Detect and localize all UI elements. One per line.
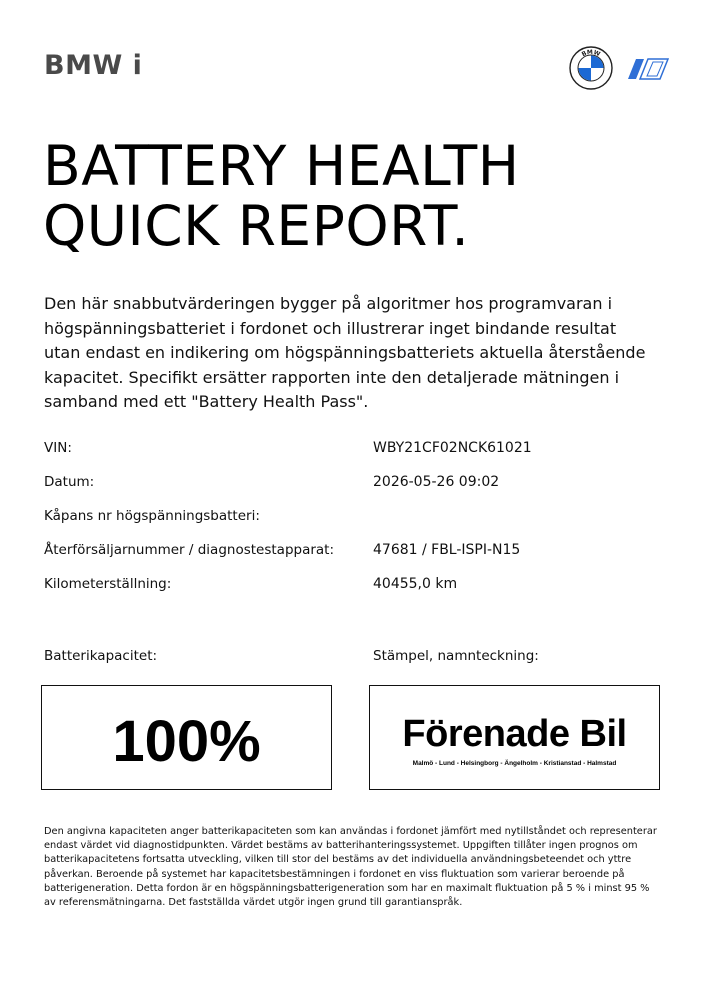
- dealer-stamp: [402, 714, 626, 767]
- capacity-value: 100%: [112, 709, 261, 774]
- field-value: 40455,0 km: [373, 576, 458, 592]
- stamp-dealer-cities: Malmö - Lund - Helsingborg - Ängelholm - Kristianstad - Halmstad: [412, 760, 617, 767]
- bmw-i-logo: [627, 57, 669, 81]
- field-value: 2026-05-26 09:02: [373, 474, 500, 490]
- bmw-roundel-logo: [569, 46, 613, 90]
- field-label: VIN:: [44, 440, 72, 456]
- field-label: Datum:: [44, 474, 95, 490]
- intro-paragraph: Den här snabbutvärderingen bygger på algoritmer hos programvaran i högspänningsbatteriet i fordonet och illustrerar inget bindande resultat utan endast en indikering om högspänningsbatteriets aktuella återstående kapacitet. Specifikt ersätter rapporten inte den detaljerade mätningen i samband med ett "Battery Health Pass".: [44, 294, 646, 411]
- report-title: [43, 136, 520, 256]
- field-value: WBY21CF02NCK61021: [373, 440, 532, 456]
- disclaimer-text: Den angivna kapaciteten anger batterikapaciteten som kan användas i fordonet jämfört med nytillståndet och representerar endast värdet vid diagnostidpunkten. Värdet bestäms av batterihanteringssystemet. Uppgiften tillåter ingen prognos om batterikapacitetens fortsatta utveckling, vilken till stor del bestäms av det individuella användningsbeteendet och yttre påverkan. Beroende på systemet har kapacitetsbestämningen i fordonet en viss fluktuation som varierar beroende på batterigeneration. Detta fordon är en högspänningsbatterigeneration som har en maximalt fluktuation på 5 % i minst 95 % av referensmätningarna. Det fastställda värdet utgör ingen grund till garantianspråk.: [44, 826, 657, 909]
- capacity-label: Batterikapacitet:: [44, 648, 158, 664]
- field-label: Kilometerställning:: [44, 576, 172, 592]
- field-value: 47681 / FBL-ISPI-N15: [373, 542, 521, 558]
- capacity-box: [41, 685, 332, 790]
- stamp-box: [369, 685, 660, 790]
- brand-wordmark: BMW i: [44, 50, 143, 81]
- field-label: Kåpans nr högspänningsbatteri:: [44, 508, 260, 524]
- field-label: Återförsäljarnummer / diagnostestapparat:: [44, 542, 335, 558]
- bmw-roundel-letters: BMW: [580, 48, 602, 59]
- stamp-dealer-name: Förenade Bil: [402, 713, 627, 755]
- report-title-line-1: BATTERY HEALTH: [43, 134, 520, 198]
- report-title-line-2: QUICK REPORT.: [43, 194, 470, 258]
- stamp-label: Stämpel, namnteckning:: [373, 648, 539, 664]
